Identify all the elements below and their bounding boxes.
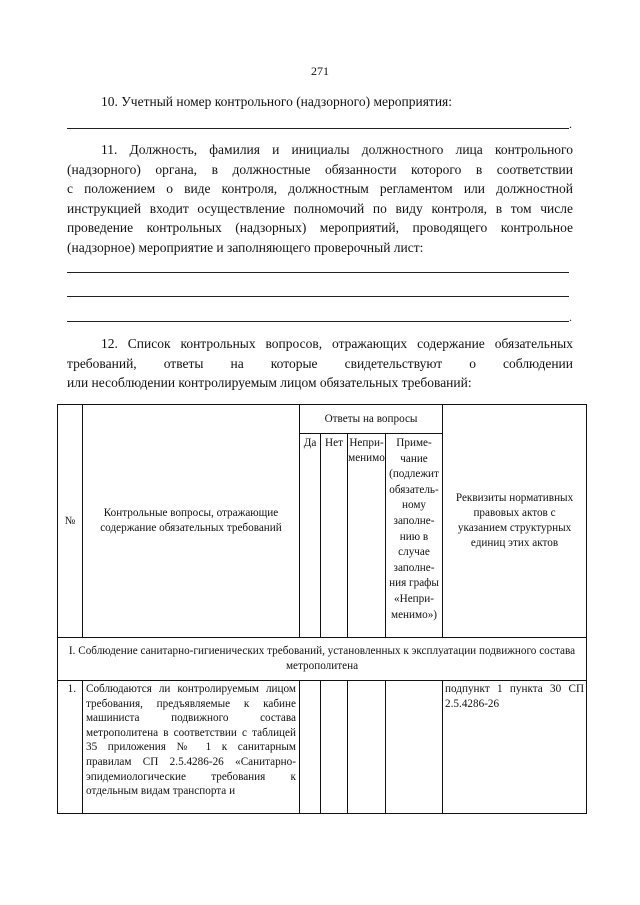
item-11-line: с положением о виде контроля, должностным регламентом или должностной: [67, 181, 573, 197]
column-header-yes: Да: [300, 434, 321, 638]
item-11-fill-line: [67, 321, 569, 322]
item-11-fill-line: [67, 272, 569, 273]
answer-yes-cell[interactable]: [300, 681, 321, 814]
item-10-fill-dot: .: [569, 117, 572, 131]
column-header-no: Нет: [321, 434, 348, 638]
column-header-not-applicable: Непри-менимо: [348, 434, 386, 638]
item-12-line: или несоблюдении контролируемым лицом обязательных требований:: [67, 375, 472, 391]
page-number: 271: [311, 64, 329, 78]
item-10-label: 10. Учетный номер контрольного (надзорного) мероприятия:: [101, 94, 453, 109]
item-11-line: (надзорного) органа, в должностные обязанности которого в соответствии: [67, 161, 573, 177]
item-11-paragraph: [67, 140, 573, 258]
column-header-questions: Контрольные вопросы, отражающие содержание обязательных требований: [83, 405, 300, 638]
section-title: I. Соблюдение санитарно-гигиенических требований, установленных к эксплуатации подвижного состава метрополитена: [58, 638, 587, 681]
item-11-line: 11. Должность, фамилия и инициалы должностного лица контрольного: [101, 142, 573, 157]
note-cell[interactable]: [386, 681, 443, 814]
column-header-answers: Ответы на вопросы: [300, 405, 443, 434]
answer-not-applicable-cell[interactable]: [348, 681, 386, 814]
column-header-requisites: Реквизиты нормативных правовых актов с указанием структурных единиц этих актов: [443, 405, 587, 638]
item-11-line: инструкцией входит осуществление полномочий по виду контроля, в том числе: [67, 200, 573, 216]
answer-no-cell[interactable]: [321, 681, 348, 814]
item-11-fill-line: [67, 296, 569, 297]
row-question: Соблюдаются ли контролируемым лицом требования, предъявляемые к кабине машиниста подвижного состава метрополитена в соответствии с таблицей 35 приложения № 1 к санитарным правилам СП 2.5.4286-26 «Санитарно-эпидемиологические требования к отдельным видам транспорта и: [83, 681, 300, 814]
item-11-line: (надзорное) мероприятие и заполняющего проверочный лист:: [67, 239, 424, 255]
column-header-note: Приме-чание (подлежит обязатель-ному заполне-нию в случае заполне-ния графы «Непри-менимо»): [386, 434, 443, 638]
item-11-line: проведение контрольных (надзорных) мероприятий, проводящего контрольное: [67, 220, 573, 236]
row-number: 1.: [58, 681, 83, 814]
checklist-table: [57, 404, 587, 814]
item-11-fill-dot: .: [569, 310, 572, 324]
row-requisites: подпункт 1 пункта 30 СП 2.5.4286-26: [443, 681, 587, 814]
item-12-line: требований, ответы на которые свидетельствуют о соблюдении: [67, 355, 573, 371]
column-header-number: №: [58, 405, 83, 638]
item-12-paragraph: [67, 334, 573, 393]
item-12-line: 12. Список контрольных вопросов, отражающих содержание обязательных: [101, 336, 573, 351]
table-row: [58, 681, 587, 814]
item-10-text: [67, 92, 573, 112]
item-10-fill-line: [67, 128, 569, 129]
